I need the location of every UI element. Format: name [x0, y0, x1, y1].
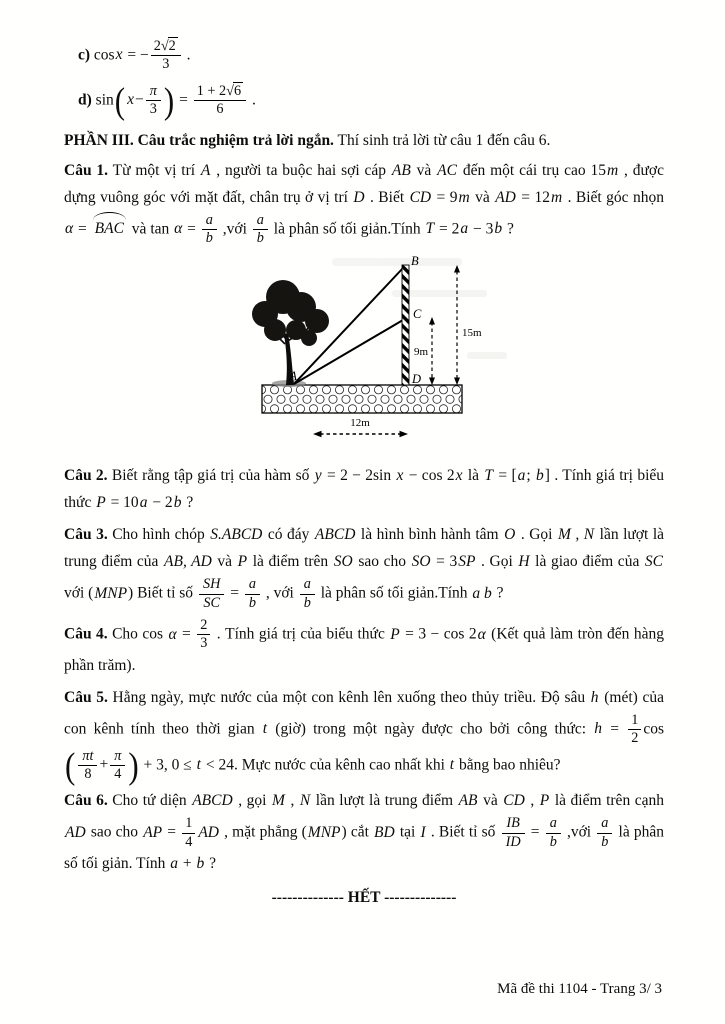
- text-run: sao cho: [353, 553, 411, 571]
- math-upright: 4: [114, 766, 122, 782]
- question-1: [64, 158, 664, 248]
- math-variable: T: [425, 220, 435, 237]
- math-variable: H: [518, 553, 530, 571]
- math-variable: x: [127, 91, 134, 109]
- math-variable: t: [196, 756, 201, 774]
- fraction: [78, 749, 97, 783]
- text-run: và: [478, 792, 503, 810]
- text-run: cắt: [346, 823, 374, 841]
- bold-text: d): [78, 91, 96, 109]
- denominator: [151, 56, 181, 72]
- text-run: . Biết tỉ số: [426, 823, 500, 841]
- pole: [402, 265, 409, 385]
- paren-content: [126, 83, 163, 119]
- denominator: [628, 730, 641, 746]
- bold-text: -------------- HẾT --------------: [271, 889, 457, 907]
- numerator: [546, 816, 561, 833]
- text-run: Từ một vị trí: [108, 161, 200, 179]
- question-2: [64, 463, 664, 517]
- bold-text: Câu 4.: [64, 625, 108, 643]
- math-upright: (: [88, 584, 94, 602]
- math-variable: a b: [472, 584, 492, 602]
- fraction: [194, 84, 246, 118]
- exam-content: [64, 38, 664, 911]
- text-run: ,với: [562, 823, 596, 841]
- math-variable: AB, AD: [164, 553, 212, 571]
- text-run: Thí sinh trả lời từ câu 1 đến câu 6.: [333, 131, 551, 149]
- math-upright: 2: [153, 38, 161, 54]
- math-upright: cos: [93, 46, 115, 64]
- math-upright: = 3 − cos 2: [400, 625, 477, 643]
- math-variable: a: [517, 467, 526, 485]
- text-run: . Gọi: [476, 553, 518, 571]
- text-run: (Kết quả làm tròn đến hàng phần trăm).: [64, 625, 664, 674]
- math-variable: SP: [458, 553, 476, 571]
- text-run: Cho: [107, 625, 143, 643]
- radical-sign-icon: √: [160, 38, 168, 54]
- math-variable: SC: [644, 553, 664, 571]
- math-upright: +: [178, 855, 196, 873]
- fraction: [628, 713, 641, 747]
- math-variable: P: [390, 625, 400, 643]
- math-variable: P: [539, 792, 550, 810]
- text-run: , được dựng vuông góc với mặt đất, chân trụ ở vị trí: [64, 161, 664, 206]
- bold-text: Câu 5.: [64, 688, 108, 706]
- math-variable: x: [455, 467, 463, 485]
- numerator: [182, 816, 195, 833]
- math-upright: +: [99, 756, 109, 774]
- math-upright: = 12: [516, 188, 550, 206]
- fraction: [110, 749, 125, 783]
- math-upright: ]: [544, 467, 550, 485]
- sqrt-expression: [226, 82, 243, 99]
- denominator: [146, 101, 161, 117]
- math-variable: MNP: [307, 823, 341, 841]
- math-variable: a: [549, 815, 557, 832]
- question-1-figure: [242, 252, 510, 455]
- numerator: [78, 749, 97, 766]
- math-variable: π: [114, 747, 122, 764]
- label-dim-15m: 15m: [462, 327, 482, 340]
- numerator: [194, 84, 246, 101]
- ground: [262, 385, 462, 413]
- denominator: [502, 834, 525, 850]
- text-run: , mặt phẳng: [219, 823, 302, 841]
- text-run: lần lượt là trung điểm: [311, 792, 458, 810]
- math-upright: 2: [631, 730, 639, 747]
- math-upright: cos: [142, 625, 164, 643]
- text-run: .: [182, 46, 191, 64]
- text-run: ?: [182, 494, 194, 512]
- arrow-15m: [454, 265, 460, 385]
- numerator: [253, 213, 268, 230]
- math-upright: 1 + 2: [196, 82, 227, 99]
- math-upright: =: [183, 220, 200, 237]
- text-run: . Biết: [365, 188, 409, 206]
- denominator: [300, 595, 315, 611]
- text-run: Cho hình chóp: [107, 526, 210, 544]
- text-run: và: [470, 188, 495, 206]
- math-variable: ABCD: [314, 526, 356, 544]
- radicand: 2: [168, 38, 176, 54]
- angle-arc-notation: BAC: [93, 212, 126, 243]
- math-variable: b: [196, 855, 205, 873]
- text-run: .: [248, 91, 256, 109]
- math-variable: M , N: [557, 526, 595, 544]
- math-upright: = 2 − 2sin: [322, 467, 392, 485]
- math-upright: −: [134, 91, 144, 109]
- parenthesized-expression: ( $\frac{\pi t}{8}$ + $\frac{\pi}{4}$ ): [65, 743, 139, 786]
- math-variable: AB: [391, 161, 411, 179]
- math-upright: = 3: [431, 553, 458, 571]
- math-upright: (: [301, 823, 307, 841]
- bold-text: Câu 1.: [64, 161, 109, 179]
- text-run: là điểm trên: [248, 553, 333, 571]
- math-upright: sin: [95, 91, 114, 109]
- math-upright: ): [128, 584, 134, 602]
- math-upright: + 3, 0 ≤: [139, 756, 196, 774]
- math-variable: b: [205, 229, 213, 246]
- math-variable: a: [256, 211, 264, 228]
- text-run: . Gọi: [516, 526, 557, 544]
- numerator: [199, 577, 224, 594]
- math-upright: tan: [150, 220, 170, 237]
- arrow-12m: [313, 431, 408, 437]
- exam-figure: [242, 252, 510, 450]
- math-upright: 8: [84, 766, 92, 782]
- math-variable: h: [594, 720, 603, 738]
- math-upright: − 2: [148, 494, 173, 512]
- math-upright: =: [175, 91, 192, 109]
- math-variable: AP: [143, 823, 163, 841]
- numerator: [502, 816, 525, 833]
- math-upright: =: [526, 823, 544, 841]
- math-upright: 3: [149, 101, 157, 118]
- math-variable: N: [299, 792, 311, 810]
- denominator: [202, 230, 217, 246]
- end-of-exam-marker: [64, 886, 664, 911]
- math-variable: AD: [198, 823, 219, 841]
- text-run: là phân số tối giản. Tính: [64, 823, 664, 873]
- text-run: Mực nước của kênh cao nhất khi: [237, 756, 449, 774]
- denominator: [182, 834, 195, 850]
- text-run: có đáy: [263, 526, 314, 544]
- math-upright: = −: [123, 46, 149, 64]
- question-6: [64, 788, 664, 878]
- text-run: , với: [261, 584, 298, 602]
- answer-item-d: [64, 79, 664, 122]
- math-variable: a: [460, 220, 469, 237]
- math-upright: = [: [494, 467, 517, 485]
- fraction: [146, 84, 161, 118]
- fraction: [182, 816, 195, 850]
- math-upright: cos: [643, 720, 664, 738]
- math-variable: P: [96, 494, 106, 512]
- fraction: [197, 618, 210, 652]
- math-variable: BD: [374, 823, 395, 841]
- numerator: [151, 39, 181, 56]
- math-variable: P: [237, 553, 248, 571]
- math-variable: AD: [495, 188, 516, 206]
- math-upright: 6: [216, 101, 224, 118]
- math-variable: a: [170, 855, 178, 873]
- math-variable: M: [272, 792, 285, 810]
- text-run: là hình bình hành tâm: [356, 526, 504, 544]
- math-variable: I: [420, 823, 426, 841]
- math-variable: SH: [202, 576, 221, 593]
- math-upright: 4: [185, 833, 193, 850]
- page-footer: Mã đề thi 1104 - Trang 3/ 3: [497, 981, 662, 997]
- math-variable: IB: [506, 815, 520, 832]
- math-upright: 1: [631, 711, 639, 728]
- text-run: là phân số tối giản.Tính: [269, 220, 425, 237]
- text-run: ?: [492, 584, 504, 602]
- denominator: [546, 834, 561, 850]
- bold-text: Câu 3.: [64, 526, 108, 544]
- text-run: là: [463, 467, 484, 485]
- math-upright: < 24.: [201, 756, 238, 774]
- math-variable: a: [303, 576, 311, 593]
- math-upright: = 9: [432, 188, 458, 206]
- math-variable: O: [504, 526, 516, 544]
- numerator: [245, 577, 260, 594]
- fraction: [300, 577, 315, 611]
- math-variable: m: [550, 188, 563, 206]
- text-run: đến một cái trụ cao: [457, 161, 591, 179]
- text-run: Biết rằng tập giá trị của hàm số: [107, 467, 314, 485]
- numerator: [146, 84, 161, 101]
- math-variable: α: [164, 625, 177, 643]
- text-run: (mét) của con kênh tính theo thời gian: [64, 688, 664, 738]
- denominator: [253, 230, 268, 246]
- bold-text: c): [78, 46, 94, 64]
- math-upright: =: [226, 584, 243, 602]
- math-variable: m: [458, 188, 470, 206]
- text-run: . Tính giá trị biểu thức: [64, 467, 665, 512]
- math-variable: CD: [409, 188, 432, 206]
- math-upright: = 2: [435, 220, 460, 237]
- text-run: Cho tứ diện: [107, 792, 192, 810]
- radical-sign-icon: √: [226, 82, 233, 99]
- fraction: [199, 577, 224, 611]
- label-dim-9m: 9m: [413, 346, 428, 359]
- label-point-a: A: [289, 369, 297, 384]
- math-variable: b: [256, 229, 264, 246]
- paren-content: [76, 748, 127, 784]
- text-run: . Biết góc nhọn: [563, 188, 664, 206]
- sqrt-expression: [161, 37, 178, 54]
- section-heading: [64, 128, 664, 155]
- fraction: [597, 816, 612, 850]
- math-upright: − cos 2: [404, 467, 455, 485]
- bold-text: Câu 2.: [64, 467, 108, 485]
- numerator: [197, 618, 210, 635]
- bold-text: Câu 6.: [64, 792, 108, 810]
- numerator: [300, 577, 315, 594]
- math-variable: α: [65, 220, 74, 237]
- math-variable: a: [139, 494, 148, 512]
- text-run: sao cho: [86, 823, 143, 841]
- math-variable: S.ABCD: [210, 526, 263, 544]
- math-variable: AD: [65, 823, 86, 841]
- math-variable: D: [353, 188, 365, 206]
- math-variable: SO: [333, 553, 353, 571]
- math-upright: ): [341, 823, 347, 841]
- text-run: ?: [205, 855, 216, 873]
- math-variable: πt: [82, 747, 94, 764]
- math-variable: AB: [458, 792, 478, 810]
- math-variable: m: [606, 161, 619, 179]
- denominator: [194, 101, 246, 117]
- math-variable: h: [590, 688, 599, 706]
- text-run: Hằng ngày, mực nước của một con kênh lên xuống theo thủy triều. Độ sâu: [107, 688, 590, 706]
- text-run: lần lượt là trung điểm của: [64, 526, 665, 571]
- math-variable: y: [314, 467, 322, 485]
- numerator: [597, 816, 612, 833]
- text-run: ,: [285, 792, 299, 810]
- math-variable: MNP: [94, 584, 128, 602]
- math-variable: b: [494, 220, 503, 237]
- math-variable: x: [115, 46, 123, 64]
- fraction: [502, 816, 525, 850]
- text-run: , người ta buộc hai sợi cáp: [211, 161, 391, 179]
- math-upright: 2: [200, 617, 208, 634]
- math-variable: b: [601, 833, 609, 850]
- text-run: ?: [503, 220, 514, 237]
- math-variable: x: [392, 467, 404, 485]
- math-upright: = 10: [106, 494, 139, 512]
- math-variable: AC: [437, 161, 457, 179]
- text-run: với: [64, 584, 89, 602]
- math-variable: T: [484, 467, 493, 485]
- tree-foliage: [252, 280, 329, 346]
- math-upright: 15: [590, 161, 606, 179]
- question-3: [64, 522, 664, 612]
- text-run: là giao điểm của: [530, 553, 644, 571]
- math-variable: α: [477, 625, 486, 643]
- denominator: [245, 595, 260, 611]
- fraction: [253, 213, 268, 247]
- fraction: [151, 39, 181, 73]
- label-dim-12m: 12m: [350, 417, 370, 430]
- math-variable: b: [536, 467, 544, 485]
- text-run: và: [212, 553, 237, 571]
- text-run: là phân số tối giản.Tính: [316, 584, 472, 602]
- math-variable: t: [449, 756, 455, 774]
- parenthesized-expression: ( x − $\frac{\pi}{3}$ ): [114, 79, 175, 122]
- fraction: [245, 577, 260, 611]
- math-upright: 3: [200, 635, 208, 652]
- math-variable: t: [262, 720, 268, 738]
- math-variable: a: [205, 211, 213, 228]
- text-run: bằng bao nhiêu?: [455, 756, 561, 774]
- arrow-9m: [429, 317, 435, 385]
- math-variable: b: [173, 494, 182, 512]
- math-variable: SO: [411, 553, 431, 571]
- label-point-c: C: [413, 307, 422, 322]
- fraction: [202, 213, 217, 247]
- question-4: [64, 617, 664, 680]
- numerator: [202, 213, 217, 230]
- denominator: [78, 766, 97, 782]
- denominator: [110, 766, 125, 782]
- text-run: và: [127, 220, 151, 237]
- numerator: [628, 713, 641, 730]
- math-variable: b: [303, 594, 311, 611]
- label-point-b: B: [411, 254, 419, 269]
- text-run: (giờ) trong một ngày được cho bởi công thức:: [268, 720, 594, 738]
- math-upright: =: [603, 720, 627, 738]
- math-variable: a: [248, 576, 256, 593]
- math-variable: A: [200, 161, 211, 179]
- answer-item-c: [64, 38, 664, 74]
- denominator: [197, 635, 210, 651]
- math-variable: b: [248, 594, 256, 611]
- text-run: ,với: [218, 220, 251, 237]
- math-variable: ID: [505, 833, 521, 850]
- label-point-d: D: [412, 372, 422, 387]
- math-upright: − 3: [469, 220, 494, 237]
- text-run: ,: [525, 792, 539, 810]
- text-run: và: [411, 161, 437, 179]
- math-upright: =: [163, 823, 181, 841]
- denominator: [597, 834, 612, 850]
- math-variable: a: [601, 815, 609, 832]
- math-variable: ABCD: [192, 792, 233, 810]
- denominator: [199, 595, 224, 611]
- math-upright: 1: [185, 815, 193, 832]
- text-run: , gọi: [233, 792, 271, 810]
- text-run: . Tính giá trị của biểu thức: [212, 625, 390, 643]
- math-variable: CD: [503, 792, 525, 810]
- radicand: 6: [233, 82, 242, 99]
- question-5: [64, 685, 664, 784]
- text-run: Biết tỉ số: [133, 584, 197, 602]
- math-variable: SC: [203, 594, 220, 611]
- math-upright: ;: [526, 467, 536, 485]
- math-variable: b: [549, 833, 557, 850]
- math-upright: =: [177, 625, 196, 643]
- math-variable: α: [170, 220, 183, 237]
- math-upright: 3: [162, 56, 170, 73]
- bold-text: PHẦN III. Câu trắc nghiệm trả lời ngắn.: [64, 131, 334, 149]
- text-run: tại: [395, 823, 420, 841]
- math-upright: =: [74, 220, 91, 237]
- numerator: [110, 749, 125, 766]
- fraction: [546, 816, 561, 850]
- math-variable: π: [149, 82, 157, 99]
- text-run: là điểm trên cạnh: [550, 792, 665, 810]
